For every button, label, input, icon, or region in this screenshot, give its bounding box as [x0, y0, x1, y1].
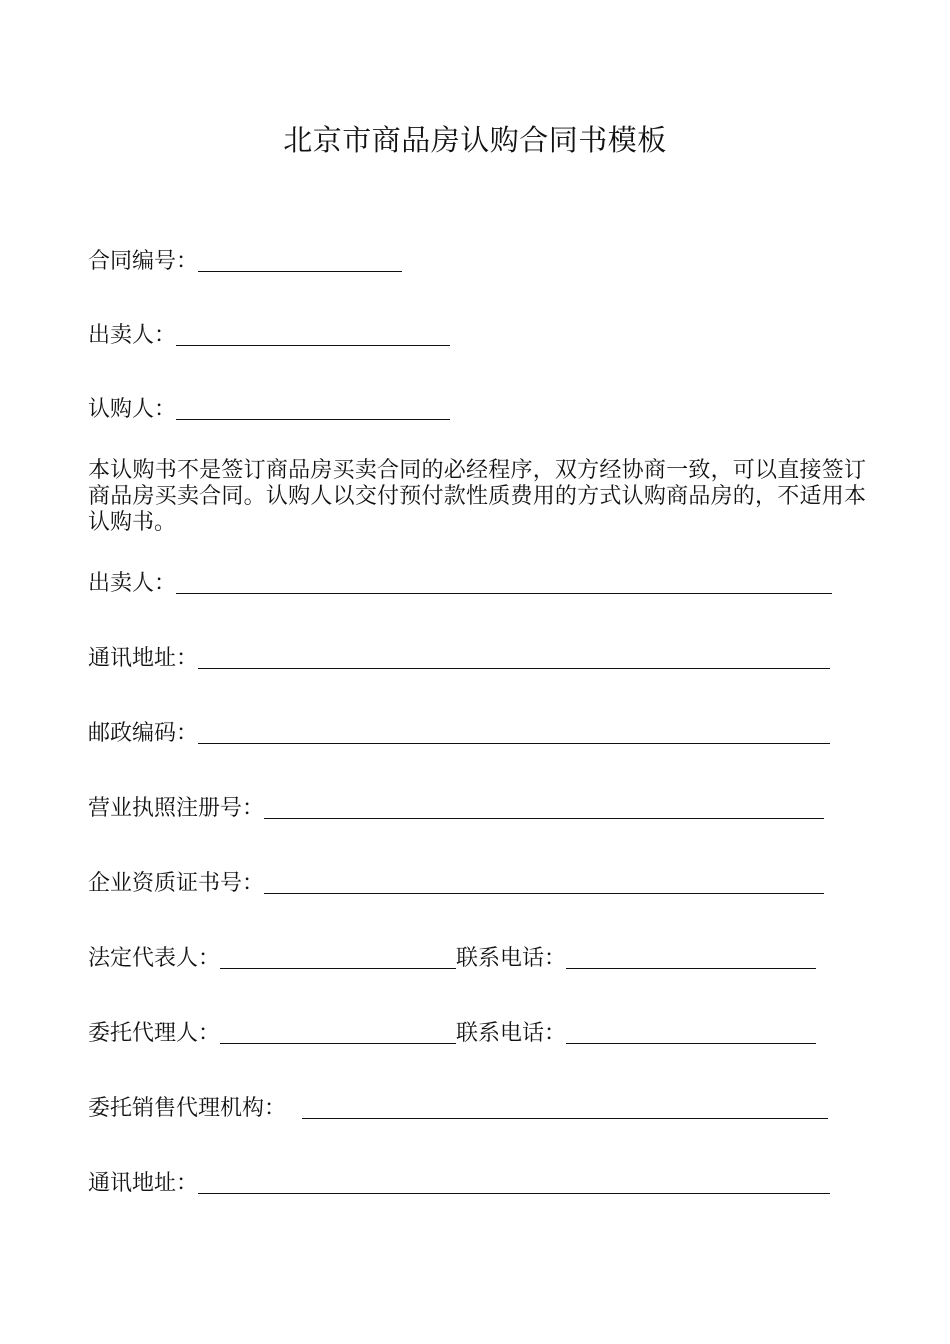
- field-seller-header: [88, 318, 450, 350]
- qualification-number-blank[interactable]: [264, 871, 824, 894]
- sales-agency-blank[interactable]: [302, 1096, 828, 1119]
- field-label: 认购人：: [88, 397, 177, 422]
- field-label: 出卖人：: [88, 571, 177, 596]
- field-label: 法定代表人：: [88, 946, 221, 971]
- field-label-phone: 联系电话：: [456, 1021, 567, 1046]
- legal-representative-blank[interactable]: [220, 946, 456, 969]
- contract-number-blank[interactable]: [198, 249, 402, 272]
- field-contract-number: [88, 244, 402, 276]
- field-agent: [88, 1016, 816, 1048]
- agent-phone-blank[interactable]: [566, 1021, 816, 1044]
- postcode-blank[interactable]: [198, 721, 830, 744]
- field-postcode: [88, 716, 830, 748]
- field-label: 营业执照注册号：: [88, 796, 265, 821]
- address-blank[interactable]: [198, 646, 830, 669]
- field-agency-address: [88, 1166, 830, 1198]
- field-label: 企业资质证书号：: [88, 871, 265, 896]
- field-label: 合同编号：: [88, 249, 199, 274]
- field-legal-representative: [88, 941, 816, 973]
- agent-blank[interactable]: [220, 1021, 456, 1044]
- field-label: 邮政编码：: [88, 721, 199, 746]
- buyer-header-blank[interactable]: [176, 397, 450, 420]
- document-title: 北京市商品房认购合同书模板: [283, 123, 667, 157]
- field-license-number: [88, 791, 824, 823]
- field-label: 委托代理人：: [88, 1021, 221, 1046]
- legal-representative-phone-blank[interactable]: [566, 946, 816, 969]
- license-number-blank[interactable]: [264, 796, 824, 819]
- intro-paragraph: 本认购书不是签订商品房买卖合同的必经程序，双方经协商一致，可以直接签订商品房买卖合同。认购人以交付预付款性质费用的方式认购商品房的，不适用本认购书。: [88, 458, 866, 535]
- agency-address-blank[interactable]: [198, 1171, 830, 1194]
- seller-blank[interactable]: [176, 571, 832, 594]
- field-label: 出卖人：: [88, 323, 177, 348]
- field-label-phone: 联系电话：: [456, 946, 567, 971]
- field-seller: [88, 566, 832, 598]
- field-label: 委托销售代理机构：: [88, 1096, 287, 1121]
- seller-header-blank[interactable]: [176, 323, 450, 346]
- field-label: 通讯地址：: [88, 646, 199, 671]
- field-address: [88, 641, 830, 673]
- field-buyer-header: [88, 392, 450, 424]
- field-label: 通讯地址：: [88, 1171, 199, 1196]
- field-qualification-number: [88, 866, 824, 898]
- field-sales-agency: [88, 1091, 828, 1123]
